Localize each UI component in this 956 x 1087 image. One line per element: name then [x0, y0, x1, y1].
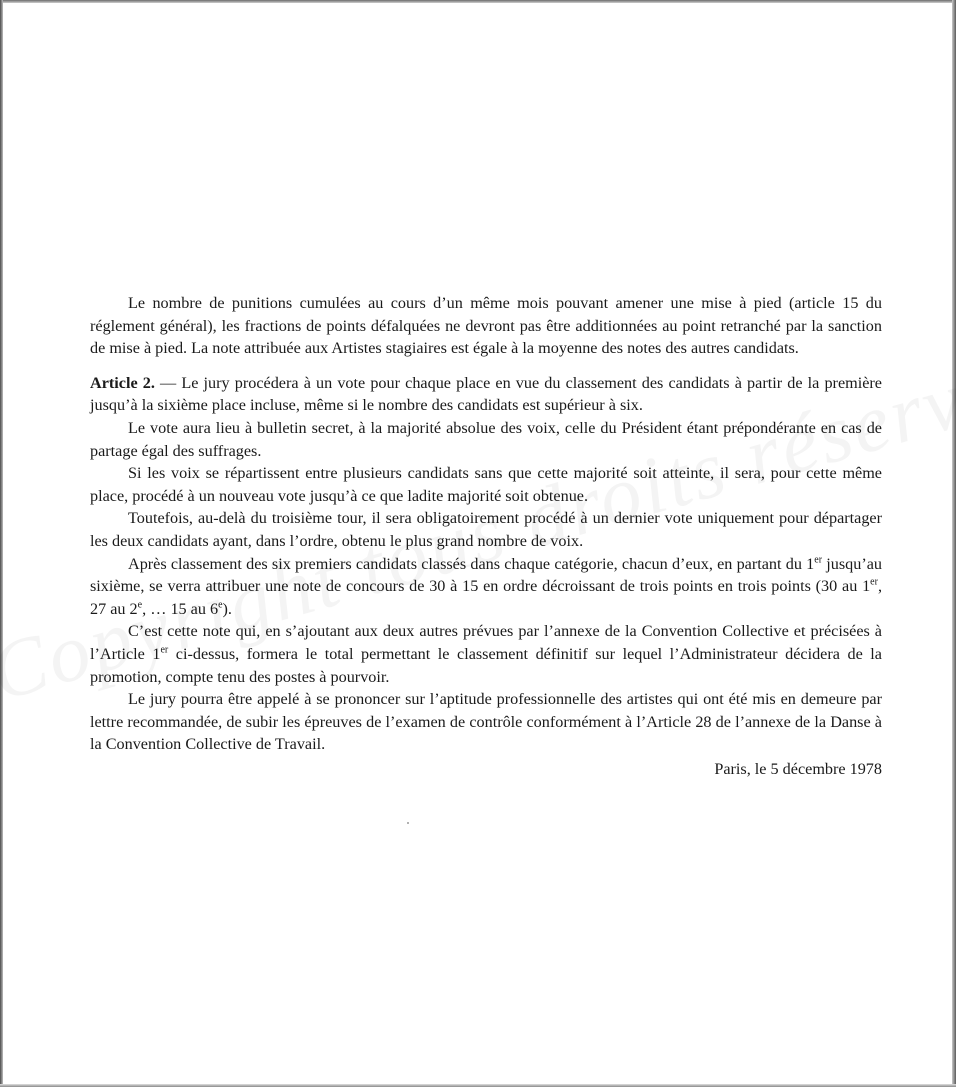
paragraph-classement-notes: [90, 553, 882, 621]
classement-text-3: , 27 au 2: [90, 577, 882, 618]
paragraph-article-2: [90, 372, 882, 417]
paragraph-troisieme-tour: [90, 507, 882, 552]
note-total-text-1: C’est cette note qui, en s’ajoutant aux deux autres prévues par l’annexe de la Convention Collective et précisées à l’Article 1: [90, 622, 882, 663]
paragraph-troisieme-tour-text: Toutefois, au-delà du troisième tour, il sera obligatoirement procédé à un dernier vote uniquement pour départager les deux candidats ayant, dans l’ordre, obtenu le plus grand nombre de voix.: [90, 509, 882, 550]
superscript-er: er: [160, 644, 169, 656]
superscript-er: er: [814, 554, 823, 566]
paragraph-repartition: [90, 462, 882, 507]
scan-edge-top: [0, 0, 956, 3]
scan-speck: [407, 822, 409, 824]
classement-text-4: , … 15 au 6: [142, 599, 219, 618]
superscript-er: er: [870, 576, 878, 588]
paragraph-vote-secret-text: Le vote aura lieu à bulletin secret, à la majorité absolue des voix, celle du Président étant prépondérante en cas de partage égal des suffrages.: [90, 418, 882, 460]
paragraph-vote-secret: [90, 417, 882, 462]
paragraph-punitions: [90, 292, 882, 360]
scan-edge-left: [0, 0, 3, 1087]
paragraph-punitions-text: Le nombre de punitions cumulées au cours d’un même mois pouvant amener une mise à pied (article 15 du réglement général), les fractions de points défalquées ne devront pas être additionnées au point retranché par la sanction de mise à pied. La note attribuée aux Artistes stagiaires est égale à la moyenne des notes des autres candidats.: [90, 294, 882, 358]
classement-text-5: ).: [222, 599, 232, 618]
document-body: [90, 292, 882, 780]
classement-text-1: Après classement des six premiers candidats classés dans chaque catégorie, chacun d’eux, en partant du 1: [128, 554, 815, 573]
article-2-text: — Le jury procédera à un vote pour chaque place en vue du classement des candidats à partir de la première jusqu’à la sixième place incluse, même si le nombre des candidats est supérieur à six.: [90, 373, 882, 415]
paragraph-repartition-text: Si les voix se répartissent entre plusieurs candidats sans que cette majorité soit atteinte, il sera, pour cette même place, procédé à un nouveau vote jusqu’à ce que ladite majorité soit obtenue.: [90, 464, 882, 505]
scan-edge-right: [952, 0, 956, 1087]
article-2-label: Article 2.: [90, 373, 155, 392]
paragraph-aptitude: [90, 688, 882, 756]
paragraph-aptitude-text: Le jury pourra être appelé à se prononcer sur l’aptitude professionnelle des artistes qui ont été mis en demeure par lettre recommandée, de subir les épreuves de l’examen de contrôle conformément à l’Article 28 de l’annexe de la Danse à la Convention Collective de Travail.: [90, 690, 882, 754]
note-total-text-2: ci-dessus, formera le total permettant le classement définitif sur lequel l’Administrateur décidera de la promotion, compte tenu des postes à pourvoir.: [90, 644, 882, 686]
classement-text-2: jusqu’au sixième, se verra attribuer une note de concours de 30 à 15 en ordre décroissant de trois points en trois points (30 au 1: [90, 554, 882, 596]
superscript-e: e: [218, 599, 223, 611]
date-signature: Paris, le 5 décembre 1978: [714, 759, 882, 778]
paragraph-note-total: [90, 620, 882, 688]
superscript-e: e: [137, 599, 143, 611]
